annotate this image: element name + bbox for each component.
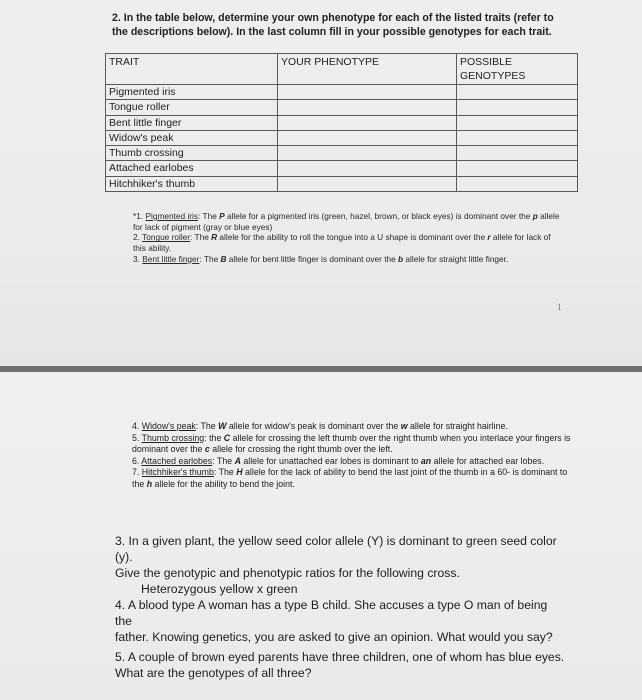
trait-note: 3. Bent little finger: The B allele for bent little finger is dominant over the b allele for straight little finger. bbox=[133, 253, 509, 264]
table-row bbox=[106, 100, 578, 115]
table-row bbox=[106, 85, 578, 100]
phenotype-cell[interactable] bbox=[278, 85, 457, 100]
trait-cell: Pigmented iris bbox=[106, 85, 278, 100]
table-row bbox=[106, 130, 578, 145]
phenotype-cell[interactable] bbox=[278, 161, 457, 176]
trait-note: 2. Tongue roller: The R allele for the ability to roll the tongue into a U shape is dominant over the r allele for lack of this ability. bbox=[133, 232, 551, 254]
question-4: 4. A blood type A woman has a type B child. She accuses a type O man of being the father. Knowing genetics, you are asked to give an opinion. What would you say? bbox=[115, 598, 553, 644]
genotype-cell[interactable] bbox=[457, 130, 578, 145]
trait-cell: Widow's peak bbox=[106, 130, 278, 145]
trait-note: *1. Pigmented iris: The P allele for a pigmented iris (green, hazel, brown, or black eyes) is dominant over the p allele for lack of pigment (gray or blue eyes) bbox=[133, 211, 560, 232]
trait-descriptions-1-3 bbox=[133, 211, 565, 265]
genotype-cell[interactable] bbox=[457, 176, 578, 191]
traits-table bbox=[105, 53, 578, 192]
phenotype-cell[interactable] bbox=[278, 100, 457, 115]
phenotype-cell[interactable] bbox=[278, 130, 457, 145]
phenotype-cell[interactable] bbox=[278, 146, 457, 161]
header-possible-genotypes: POSSIBLE GENOTYPES bbox=[457, 54, 578, 85]
genotype-cell[interactable] bbox=[457, 161, 578, 176]
genotype-cell[interactable] bbox=[457, 100, 578, 115]
trait-cell: Bent little finger bbox=[106, 115, 278, 130]
page-number: 1 bbox=[557, 302, 562, 312]
trait-note: 5. Thumb crossing: the C allele for crossing the left thumb over the right thumb when you interlace your fingers is dominant over the c allele for crossing the right thumb over the left. bbox=[132, 432, 571, 455]
question-3: 3. In a given plant, the yellow seed color allele (Y) is dominant to green seed color (y). Give the genotypic and phenotypic ratios for the following cross. Heterozygous yellow x green bbox=[115, 534, 557, 596]
trait-cell: Thumb crossing bbox=[106, 146, 278, 161]
table-row bbox=[106, 161, 578, 176]
table-row bbox=[106, 146, 578, 161]
worksheet-page-2 bbox=[0, 372, 642, 700]
question-2-prompt: 2. In the table below, determine your own phenotype for each of the listed traits (refer to the descriptions below). In the last column fill in your possible genotypes for each trait. bbox=[112, 12, 554, 38]
header-your-phenotype: YOUR PHENOTYPE bbox=[278, 54, 457, 85]
trait-note: 6. Attached earlobes: The A allele for unattached ear lobes is dominant to an allele for attached ear lobes. bbox=[132, 455, 545, 466]
table-row bbox=[106, 176, 578, 191]
trait-descriptions-4-7 bbox=[132, 421, 572, 491]
genotype-cell[interactable] bbox=[457, 115, 578, 130]
trait-note: 4. Widow's peak: The W allele for widow's peak is dominant over the w allele for straight hairline. bbox=[132, 421, 508, 431]
trait-cell: Tongue roller bbox=[106, 100, 278, 115]
table-header-row bbox=[106, 54, 578, 85]
table-row bbox=[106, 115, 578, 130]
phenotype-cell[interactable] bbox=[278, 115, 457, 130]
genotype-cell[interactable] bbox=[457, 146, 578, 161]
trait-note: 7. Hitchhiker's thumb: The H allele for the lack of ability to bend the last joint of the thumb in a 60- is dominant to the h allele for the ability to bend the joint. bbox=[132, 467, 568, 489]
phenotype-cell[interactable] bbox=[278, 176, 457, 191]
genotype-cell[interactable] bbox=[457, 85, 578, 100]
header-trait: TRAIT bbox=[106, 54, 278, 85]
trait-cell: Attached earlobes bbox=[106, 161, 278, 176]
trait-cell: Hitchhiker's thumb bbox=[106, 176, 278, 191]
question-5: 5. A couple of brown eyed parents have three children, one of whom has blue eyes. What are the genotypes of all three? bbox=[115, 650, 565, 680]
